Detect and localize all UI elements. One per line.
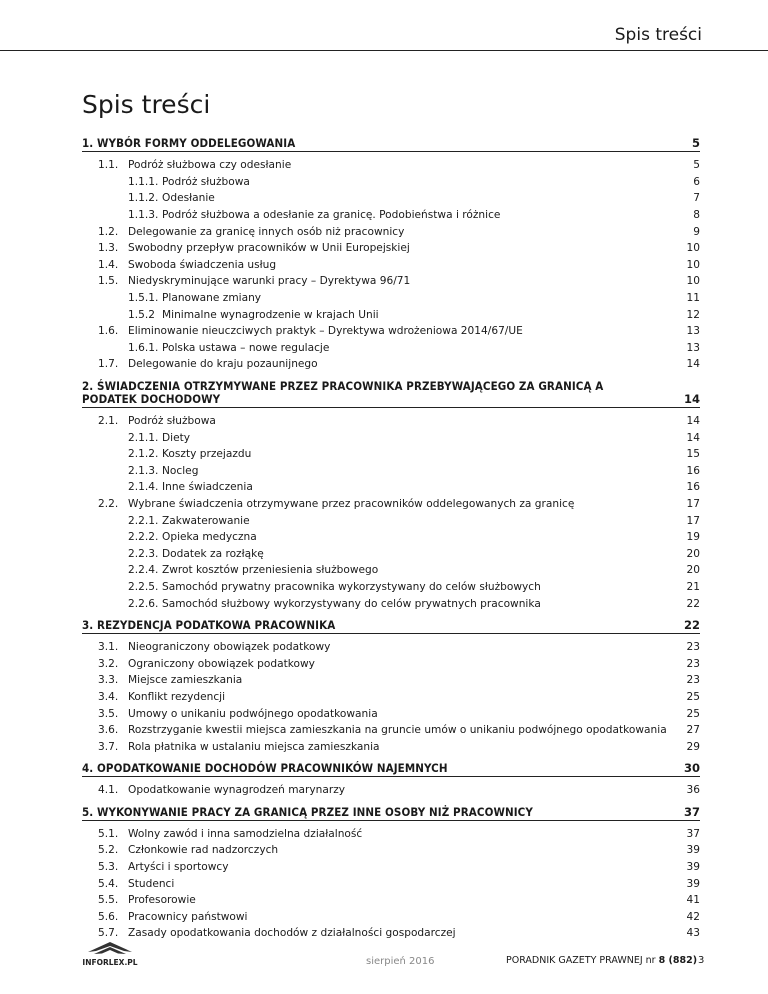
entry-title: Konflikt rezydencji [128, 690, 226, 703]
entry-title: Delegowanie do kraju pozaunijnego [128, 358, 318, 371]
toc-entry[interactable] [82, 579, 700, 596]
logo-text: INFORLEX.PL [82, 958, 138, 967]
section-page: 30 [683, 761, 700, 775]
entry-page: 14 [686, 431, 700, 444]
entry-page: 12 [686, 308, 700, 321]
entry-title: Odesłanie [162, 192, 215, 205]
section-title: 1. WYBÓR FORMY ODDELEGOWANIA [82, 136, 296, 150]
entry-title: Nieograniczony obowiązek podatkowy [128, 641, 331, 654]
entry-title: Zasady opodatkowania dochodów z działalności gospodarczej [128, 927, 456, 940]
entry-number: 1.1.2. [128, 192, 159, 205]
toc-entry[interactable] [82, 306, 700, 323]
section-page: 5 [691, 136, 700, 150]
entry-number: 3.3. [98, 674, 119, 687]
entry-page: 11 [686, 292, 700, 305]
entry-page: 10 [686, 242, 700, 255]
entry-title: Profesorowie [128, 894, 196, 907]
entry-title: Podróż służbowa a odesłanie za granicę. Podobieństwa i różnice [162, 209, 501, 222]
entry-number: 5.6. [98, 910, 119, 923]
toc-entry[interactable] [82, 257, 700, 274]
toc-entry[interactable] [82, 705, 700, 722]
entry-number: 1.1.3. [128, 209, 159, 222]
toc-entry[interactable] [82, 562, 700, 579]
entry-title: Rola płatnika w ustalaniu miejsca zamieszkania [128, 740, 380, 753]
issue-date: sierpień 2016 [366, 956, 435, 967]
toc-entry[interactable] [82, 157, 700, 174]
entry-title: Podróż służbowa czy odesłanie [128, 159, 292, 172]
entry-number: 2.2.6. [128, 597, 159, 610]
toc-entry[interactable] [82, 639, 700, 656]
entry-page: 29 [686, 740, 700, 753]
toc-entry[interactable] [82, 356, 700, 373]
entry-number: 3.7. [98, 740, 119, 753]
entry-title: Zakwaterowanie [162, 514, 250, 527]
toc-section [82, 806, 700, 942]
toc-section-heading[interactable] [82, 137, 700, 152]
toc-entry[interactable] [82, 722, 700, 739]
entry-number: 1.1. [98, 159, 119, 172]
table-of-contents [82, 137, 700, 949]
entry-page: 8 [693, 209, 700, 222]
entry-number: 5.1. [98, 827, 119, 840]
entry-title: Dodatek za rozłąkę [162, 547, 264, 560]
entry-title: Nocleg [162, 464, 199, 477]
entry-title: Miejsce zamieszkania [128, 674, 243, 687]
toc-entry[interactable] [82, 463, 700, 480]
toc-entry[interactable] [82, 655, 700, 672]
entry-page: 41 [686, 894, 700, 907]
entry-page: 39 [686, 877, 700, 890]
entry-number: 2.1.2. [128, 448, 159, 461]
entry-title: Eliminowanie nieuczciwych praktyk – Dyrektywa wdrożeniowa 2014/67/UE [128, 325, 523, 338]
entry-page: 13 [686, 341, 700, 354]
entry-title: Niedyskryminujące warunki pracy – Dyrektywa 96/71 [128, 275, 411, 288]
entry-number: 3.4. [98, 690, 119, 703]
publication-name [506, 955, 697, 966]
entry-title: Wolny zawód i inna samodzielna działalność [128, 827, 363, 840]
toc-entry[interactable] [82, 240, 700, 257]
entry-title: Minimalne wynagrodzenie w krajach Unii [162, 308, 379, 321]
entry-number: 5.2. [98, 844, 119, 857]
toc-entry[interactable] [82, 826, 700, 843]
entry-number: 2.1.3. [128, 464, 159, 477]
section-title: 5. WYKONYWANIE PRACY ZA GRANICĄ PRZEZ INNE OSOBY NIŻ PRACOWNICY [82, 804, 533, 819]
section-page: 14 [683, 391, 700, 406]
section-title: 2. ŚWIADCZENIA OTRZYMYWANE PRZEZ PRACOWNIKA PRZEBYWAJĄCEGO ZA GRANICĄ A PODATEK DOCHODOWY [82, 378, 604, 406]
entry-title: Studenci [128, 877, 175, 890]
entry-number: 2.2.1. [128, 514, 159, 527]
toc-entry[interactable] [82, 340, 700, 357]
entry-page: 13 [686, 325, 700, 338]
entry-number: 1.2. [98, 225, 119, 238]
running-header-title: Spis treści [614, 25, 702, 45]
entry-title: Diety [162, 431, 191, 444]
entry-page: 10 [686, 275, 700, 288]
entry-title: Ograniczony obowiązek podatkowy [128, 657, 315, 670]
entry-title: Inne świadczenia [162, 481, 253, 494]
toc-entry[interactable] [82, 479, 700, 496]
entry-number: 1.5.2 [128, 308, 155, 321]
toc-entry[interactable] [82, 738, 700, 755]
entry-number: 2.2.5. [128, 580, 159, 593]
entry-title: Artyści i sportowcy [128, 861, 229, 874]
toc-section-heading[interactable] [82, 806, 700, 821]
toc-entry[interactable] [82, 875, 700, 892]
entry-page: 21 [686, 580, 700, 593]
entry-number: 2.2. [98, 497, 119, 510]
entry-page: 27 [686, 724, 700, 737]
entry-title: Wybrane świadczenia otrzymywane przez pracowników oddelegowanych za granicę [128, 497, 575, 510]
entry-page: 9 [693, 225, 700, 238]
entry-page: 43 [686, 927, 700, 940]
section-title: 3. REZYDENCJA PODATKOWA PRACOWNIKA [82, 617, 336, 632]
toc-entry[interactable] [82, 782, 700, 799]
entry-page: 7 [693, 192, 700, 205]
toc-entry[interactable] [82, 672, 700, 689]
entry-title: Swobodny przepływ pracowników w Unii Europejskiej [128, 242, 410, 255]
toc-entry[interactable] [82, 529, 700, 546]
page-number: 3 [698, 955, 705, 966]
entry-number: 2.2.2. [128, 531, 159, 544]
entry-number: 2.1.1. [128, 431, 159, 444]
toc-entry[interactable] [82, 290, 700, 307]
entry-title: Samochód prywatny pracownika wykorzystywany do celów służbowych [162, 580, 541, 593]
entry-number: 1.5. [98, 275, 119, 288]
entry-page: 17 [686, 497, 700, 510]
entry-number: 1.6. [98, 325, 119, 338]
entry-page: 5 [693, 159, 700, 172]
entry-page: 23 [686, 657, 700, 670]
entry-number: 1.6.1. [128, 341, 159, 354]
toc-section-heading[interactable] [82, 619, 700, 634]
entry-number: 2.1. [98, 415, 119, 428]
entry-number: 3.6. [98, 724, 119, 737]
toc-entry[interactable] [82, 323, 700, 340]
entry-page: 14 [686, 358, 700, 371]
entry-page: 23 [686, 674, 700, 687]
entry-number: 5.4. [98, 877, 119, 890]
toc-entry[interactable] [82, 512, 700, 529]
entry-page: 6 [693, 175, 700, 188]
entry-page: 20 [686, 547, 700, 560]
toc-entry[interactable] [82, 909, 700, 926]
entry-number: 3.2. [98, 657, 119, 670]
toc-entry[interactable] [82, 496, 700, 513]
entry-title: Rozstrzyganie kwestii miejsca zamieszkania na gruncie umów o unikaniu podwójnego opodatkowania [128, 724, 667, 737]
entry-title: Swoboda świadczenia usług [128, 258, 277, 271]
entry-number: 2.2.4. [128, 564, 159, 577]
entry-page: 37 [686, 827, 700, 840]
entry-title: Podróż służbowa [128, 415, 216, 428]
entry-page: 20 [686, 564, 700, 577]
entry-number: 5.5. [98, 894, 119, 907]
entry-number: 2.2.3. [128, 547, 159, 560]
entry-page: 17 [686, 514, 700, 527]
toc-entry[interactable] [82, 859, 700, 876]
inforlex-logo [80, 938, 140, 968]
entry-title: Zwrot kosztów przeniesienia służbowego [162, 564, 379, 577]
toc-entry[interactable] [82, 689, 700, 706]
entry-number: 1.4. [98, 258, 119, 271]
entry-number: 1.3. [98, 242, 119, 255]
entry-page: 23 [686, 641, 700, 654]
toc-entry[interactable] [82, 413, 700, 430]
toc-section [82, 137, 700, 373]
toc-section-heading[interactable] [82, 762, 700, 777]
entry-number: 1.1.1. [128, 175, 159, 188]
toc-entry[interactable] [82, 174, 700, 191]
toc-entry[interactable] [82, 545, 700, 562]
entry-number: 5.3. [98, 861, 119, 874]
entry-number: 4.1. [98, 784, 119, 797]
entry-page: 22 [686, 597, 700, 610]
entry-title: Członkowie rad nadzorczych [128, 844, 279, 857]
entry-title: Koszty przejazdu [162, 448, 252, 461]
entry-title: Opieka medyczna [162, 531, 257, 544]
entry-title: Polska ustawa – nowe regulacje [162, 341, 330, 354]
section-title: 4. OPODATKOWANIE DOCHODÓW PRACOWNIKÓW NAJEMNYCH [82, 761, 448, 775]
entry-page: 39 [686, 861, 700, 874]
section-page: 37 [683, 804, 700, 819]
entry-number: 1.5.1. [128, 292, 159, 305]
entry-title: Podróż służbowa [162, 175, 250, 188]
toc-entry[interactable] [82, 446, 700, 463]
publication-label: PORADNIK GAZETY PRAWNEJ nr [506, 955, 656, 966]
entry-page: 36 [686, 784, 700, 797]
entry-title: Umowy o unikaniu podwójnego opodatkowania [128, 707, 378, 720]
toc-entry[interactable] [82, 273, 700, 290]
entry-page: 10 [686, 258, 700, 271]
entry-number: 1.7. [98, 358, 119, 371]
entry-title: Samochód służbowy wykorzystywany do celów prywatnych pracownika [162, 597, 541, 610]
toc-entry[interactable] [82, 842, 700, 859]
entry-page: 42 [686, 910, 700, 923]
entry-number: 3.5. [98, 707, 119, 720]
entry-page: 25 [686, 690, 700, 703]
toc-entry[interactable] [82, 595, 700, 612]
toc-entry[interactable] [82, 892, 700, 909]
issue-number: 8 (882) [658, 955, 698, 966]
header-divider [0, 50, 768, 51]
entry-number: 5.7. [98, 927, 119, 940]
section-page: 22 [683, 617, 700, 632]
toc-section [82, 380, 700, 612]
toc-section [82, 762, 700, 799]
toc-entry[interactable] [82, 925, 700, 942]
toc-entry[interactable] [82, 190, 700, 207]
toc-entry[interactable] [82, 207, 700, 224]
entry-number: 3.1. [98, 641, 119, 654]
entry-page: 25 [686, 707, 700, 720]
entry-page: 14 [686, 415, 700, 428]
entry-page: 39 [686, 844, 700, 857]
toc-section-heading[interactable] [82, 380, 700, 408]
entry-page: 19 [686, 531, 700, 544]
page-title: Spis treści [82, 90, 211, 119]
entry-page: 16 [686, 481, 700, 494]
entry-title: Delegowanie za granicę innych osób niż pracownicy [128, 225, 405, 238]
toc-entry[interactable] [82, 223, 700, 240]
entry-title: Planowane zmiany [162, 292, 262, 305]
entry-title: Opodatkowanie wynagrodzeń marynarzy [128, 784, 346, 797]
entry-page: 15 [686, 448, 700, 461]
toc-section [82, 619, 700, 755]
entry-number: 2.1.4. [128, 481, 159, 494]
toc-entry[interactable] [82, 429, 700, 446]
entry-page: 16 [686, 464, 700, 477]
entry-title: Pracownicy państwowi [128, 910, 248, 923]
